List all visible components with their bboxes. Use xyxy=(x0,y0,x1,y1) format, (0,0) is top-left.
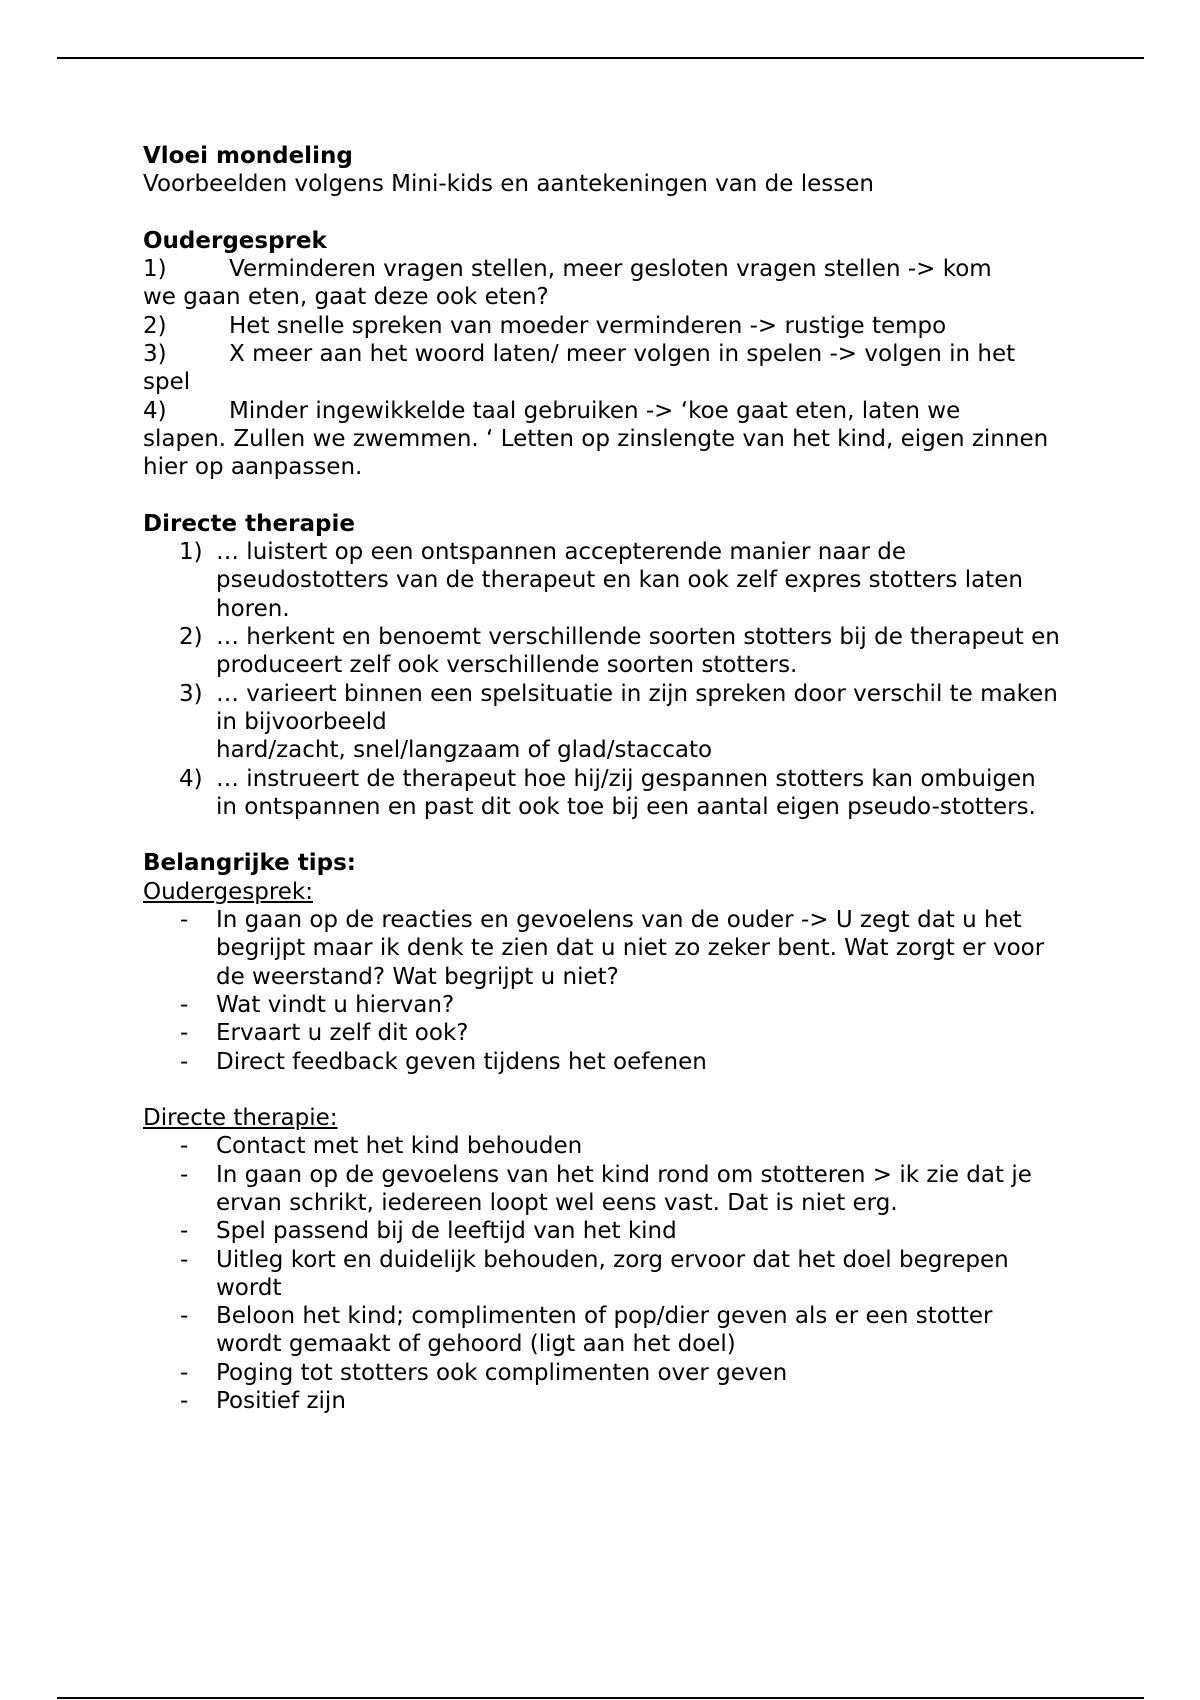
list-item xyxy=(143,1132,1063,1160)
oudergesprek-item xyxy=(143,340,1063,397)
list-item xyxy=(143,765,1063,822)
list-item xyxy=(143,1217,1063,1245)
bullet: - xyxy=(180,1388,189,1415)
document-subtitle: Voorbeelden volgens Mini-kids en aantekeningen van de lessen xyxy=(143,171,874,198)
item-text: Contact met het kind behouden xyxy=(216,1133,583,1160)
list-item xyxy=(143,680,1063,765)
list-item xyxy=(143,1302,1063,1359)
oudergesprek-tips-list xyxy=(143,906,1063,1076)
bullet: - xyxy=(180,1359,189,1386)
item-text-continued: hard/zacht, snel/langzaam of glad/staccato xyxy=(216,737,713,764)
item-number: 1) xyxy=(143,256,167,283)
item-number: 4) xyxy=(179,765,203,792)
directe-therapie-list xyxy=(143,538,1063,821)
item-text: Het snelle spreken van moeder verminderen -> rustige tempo xyxy=(229,312,947,339)
section-heading-directe-therapie: Directe therapie xyxy=(143,510,355,537)
item-number: 1) xyxy=(179,539,203,566)
item-text: Poging tot stotters ook complimenten over geven xyxy=(216,1359,788,1386)
subheading-oudergesprek: Oudergesprek: xyxy=(143,878,313,905)
item-text: Verminderen vragen stellen, meer gesloten vragen stellen -> kom xyxy=(229,256,992,283)
bullet: - xyxy=(180,1218,189,1245)
list-item xyxy=(143,538,1063,623)
list-item xyxy=(143,1246,1063,1303)
list-item xyxy=(143,1019,1063,1047)
bullet: - xyxy=(180,1133,189,1160)
section-heading-tips: Belangrijke tips: xyxy=(143,850,356,877)
item-text: In gaan op de gevoelens van het kind rond om stotteren > ik zie dat je ervan schrikt, iedereen loopt wel eens vast. Dat is niet erg. xyxy=(216,1161,1032,1216)
directe-therapie-tips-list xyxy=(143,1132,1063,1415)
item-number: 2) xyxy=(179,624,203,651)
spacer xyxy=(143,821,1063,849)
bullet: - xyxy=(180,1161,189,1188)
item-text: Wat vindt u hiervan? xyxy=(216,991,455,1018)
section-heading-oudergesprek: Oudergesprek xyxy=(143,227,327,254)
header-rule xyxy=(57,57,1144,59)
item-number: 3) xyxy=(143,341,167,368)
item-number: 3) xyxy=(179,680,203,707)
item-text: In gaan op de reacties en gevoelens van de ouder -> U zegt dat u het begrijpt maar ik denk te zien dat u niet zo zeker bent. Wat zorgt er voor de weerstand? Wat begrijpt u niet? xyxy=(216,907,1045,990)
item-text: X meer aan het woord laten/ meer volgen in spelen -> volgen in het xyxy=(229,341,1016,368)
item-text: Positief zijn xyxy=(216,1388,346,1415)
item-text: … instrueert de therapeut hoe hij/zij gespannen stotters kan ombuigen in ontspannen en past dit ook toe bij een aantal eigen pseudo-stotters. xyxy=(216,765,1036,820)
list-item xyxy=(143,991,1063,1019)
spacer xyxy=(143,1076,1063,1104)
bullet: - xyxy=(180,1246,189,1273)
item-text: Spel passend bij de leeftijd van het kind xyxy=(216,1218,677,1245)
list-item xyxy=(143,1161,1063,1218)
item-text: Direct feedback geven tijdens het oefenen xyxy=(216,1048,707,1075)
item-text: Ervaart u zelf dit ook? xyxy=(216,1020,469,1047)
document-body xyxy=(143,142,1063,1415)
spacer xyxy=(143,482,1063,510)
document-title: Vloei mondeling xyxy=(143,143,353,169)
list-item xyxy=(143,1359,1063,1387)
item-number: 4) xyxy=(143,397,167,424)
list-item xyxy=(143,1387,1063,1415)
item-text: Uitleg kort en duidelijk behouden, zorg ervoor dat het doel begrepen wordt xyxy=(216,1246,1009,1301)
spacer xyxy=(143,199,1063,227)
item-text: Minder ingewikkelde taal gebruiken -> ‘koe gaat eten, laten we xyxy=(229,397,961,424)
oudergesprek-item xyxy=(143,312,1063,340)
list-item xyxy=(143,623,1063,680)
oudergesprek-item xyxy=(143,255,1063,312)
item-text-continued: slapen. Zullen we zwemmen. ‘ Letten op zinslengte van het kind, eigen zinnen hier op aanpassen. xyxy=(143,425,1049,481)
item-text: Beloon het kind; complimenten of pop/dier geven als er een stotter wordt gemaakt of gehoord (ligt aan het doel) xyxy=(216,1303,993,1358)
item-text: … herkent en benoemt verschillende soorten stotters bij de therapeut en produceert zelf ook verschillende soorten stotters. xyxy=(216,624,1060,679)
item-text: … varieert binnen een spelsituatie in zijn spreken door verschil te maken in bijvoorbeeld xyxy=(216,680,1058,735)
footer-rule xyxy=(57,1697,1144,1699)
oudergesprek-item xyxy=(143,397,1063,482)
list-item xyxy=(143,1048,1063,1076)
item-text-continued: spel xyxy=(143,369,191,396)
bullet: - xyxy=(180,1048,189,1075)
bullet: - xyxy=(180,1020,189,1047)
list-item xyxy=(143,906,1063,991)
item-text: … luistert op een ontspannen accepterende manier naar de pseudostotters van de therapeut en kan ook zelf expres stotters laten horen. xyxy=(216,539,1023,622)
bullet: - xyxy=(180,907,189,934)
item-text-continued: we gaan eten, gaat deze ook eten? xyxy=(143,284,549,311)
subheading-directe-therapie: Directe therapie: xyxy=(143,1105,338,1132)
item-number: 2) xyxy=(143,312,167,339)
bullet: - xyxy=(180,1303,189,1330)
bullet: - xyxy=(180,991,189,1018)
